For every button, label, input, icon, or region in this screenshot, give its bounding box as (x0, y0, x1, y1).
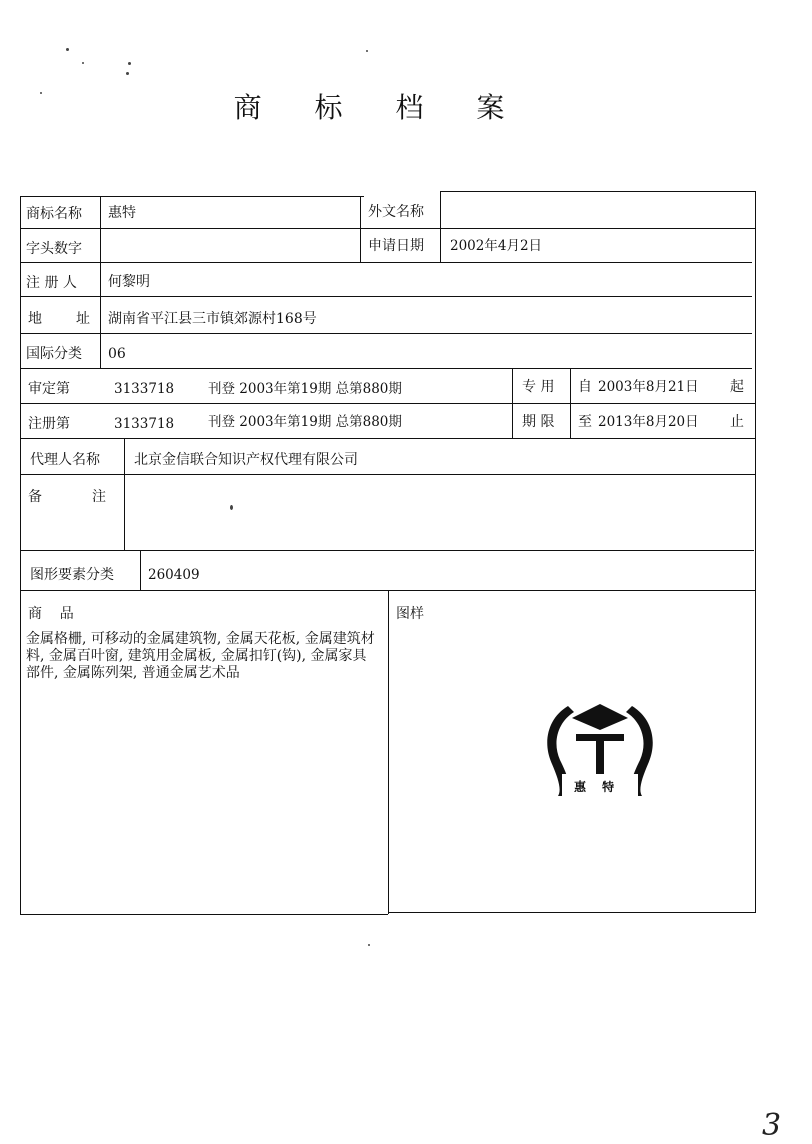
table-line (100, 196, 101, 262)
table-line (20, 550, 754, 551)
term-start-prefix: 自 (578, 379, 592, 395)
table-line (140, 550, 141, 590)
table-line (20, 438, 756, 439)
scan-speck (368, 944, 370, 946)
scan-speck (40, 92, 42, 94)
registrant-label: 注 册 人 (26, 275, 77, 291)
agent-value: 北京金信联合知识产权代理有限公司 (134, 452, 358, 468)
scan-speck (66, 48, 69, 51)
remarks-label-left: 备 (28, 489, 42, 505)
scan-speck (128, 62, 131, 65)
table-line (100, 262, 101, 368)
term-label: 期 限 (522, 414, 555, 430)
goods-list: 金属格栅, 可移动的金属建筑物, 金属天花板, 金属建筑材料, 金属百叶窗, 建筑用金属板, 金属扣钉(钩), 金属家具部件, 金属陈列架, 普通金属艺术品 (26, 631, 375, 681)
exclusive-label: 专 用 (522, 379, 555, 395)
table-line (20, 403, 756, 404)
table-line (440, 191, 441, 262)
address-value: 湖南省平江县三市镇郊源村168号 (108, 311, 317, 327)
table-line (570, 368, 571, 438)
address-label-right: 址 (76, 311, 90, 327)
agent-label: 代理人名称 (30, 452, 100, 468)
table-line (512, 368, 513, 438)
term-end-date: 2013年8月20日 (598, 414, 699, 430)
address-label-left: 地 (28, 311, 42, 327)
table-line (755, 191, 756, 912)
table-line (20, 196, 21, 914)
term-start-date: 2003年8月21日 (598, 379, 699, 395)
trademark-name-label: 商标名称 (26, 206, 82, 222)
foreign-name-label: 外文名称 (368, 204, 424, 220)
table-line (440, 191, 756, 192)
registration-number: 3133718 (114, 416, 175, 432)
page-number: 3 (762, 1108, 782, 1143)
trademark-logo-text: 惠 特 (574, 780, 621, 794)
table-line (20, 333, 752, 334)
remarks-label-right: 注 (92, 489, 106, 505)
figure-class-label: 图形要素分类 (30, 567, 114, 583)
table-line (20, 262, 752, 263)
figure-class-value: 260409 (148, 567, 200, 583)
intl-class-label: 国际分类 (26, 346, 82, 362)
table-line (20, 368, 752, 369)
application-date-value: 2002年4月2日 (450, 238, 543, 254)
table-line (360, 196, 361, 262)
term-end-prefix: 至 (578, 414, 592, 430)
table-line (20, 296, 752, 297)
table-line (388, 590, 389, 914)
application-date-label: 申请日期 (368, 238, 424, 254)
table-line (20, 196, 364, 197)
table-line (20, 474, 756, 475)
registrant-value: 何黎明 (108, 274, 150, 290)
registration-publication: 刊登 2003年第19期 总第880期 (208, 414, 402, 430)
scan-speck (82, 62, 84, 64)
trademark-logo (538, 700, 662, 800)
table-line (388, 912, 756, 913)
term-start-suffix: 起 (730, 379, 744, 395)
initial-digits-label: 字头数字 (26, 241, 82, 257)
sample-label: 图样 (396, 606, 424, 622)
table-line (124, 438, 125, 550)
scan-speck (366, 50, 368, 52)
intl-class-value: 06 (108, 346, 126, 362)
trademark-name-value: 惠特 (108, 205, 136, 221)
table-line (20, 228, 756, 229)
scan-speck (126, 72, 129, 75)
goods-label: 商 品 (28, 606, 74, 622)
examination-label: 审定第 (28, 381, 70, 397)
examination-number: 3133718 (114, 381, 175, 397)
scan-speck (230, 505, 233, 510)
table-line (20, 914, 388, 915)
document-title: 商 标 档 案 (233, 91, 527, 124)
term-end-suffix: 止 (730, 414, 744, 430)
registration-label: 注册第 (28, 416, 70, 432)
examination-publication: 刊登 2003年第19期 总第880期 (208, 381, 402, 397)
